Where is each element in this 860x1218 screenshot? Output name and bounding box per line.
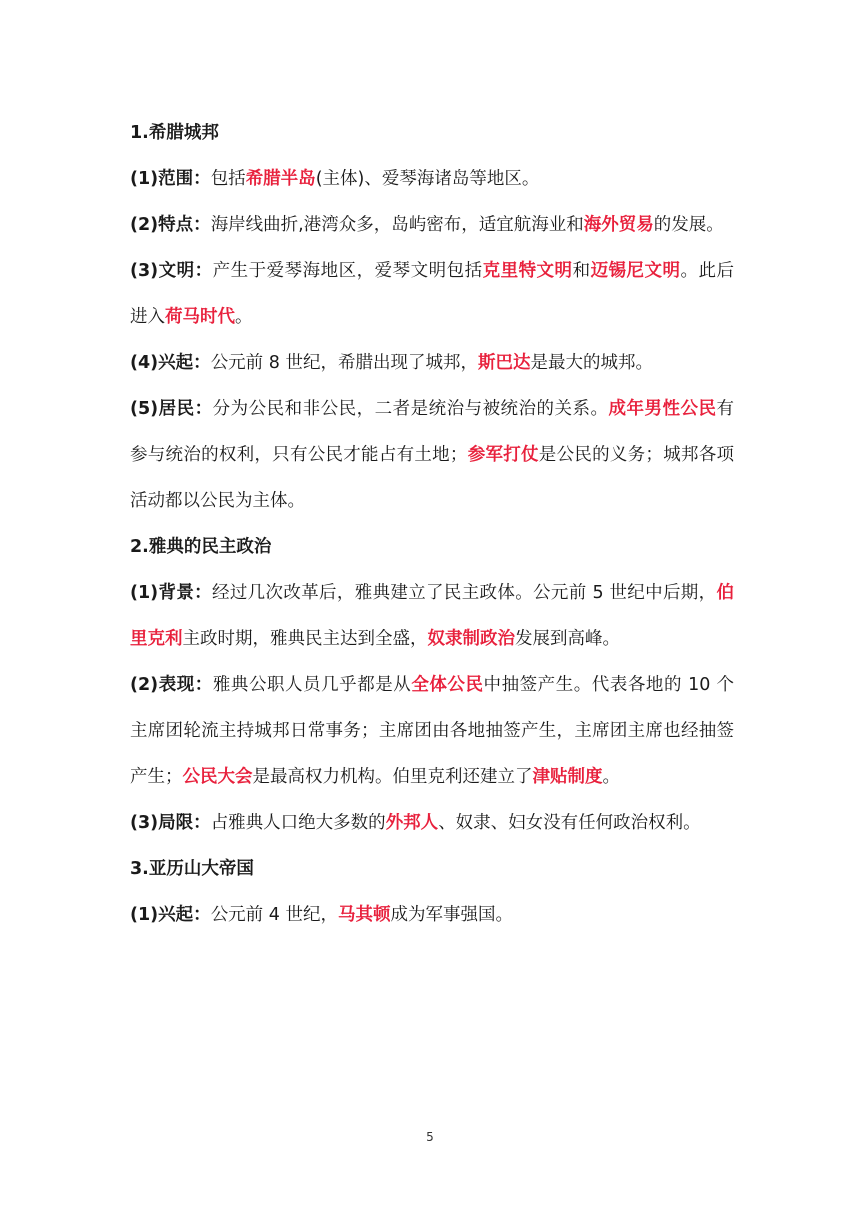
highlighted-term: 希腊半岛 bbox=[245, 169, 316, 189]
body-text: 包括 bbox=[210, 169, 246, 189]
item-label: (5)居民： bbox=[130, 399, 213, 419]
highlighted-term: 参军打仗 bbox=[467, 445, 539, 465]
body-text: 中抽签产生。代表各地的 10 个主席团轮流主持城邦日常事务；主席团由各地抽签产生，主席团主席也经抽签产生； bbox=[130, 675, 734, 787]
body-text: 分为公民和非公民，二者是统治与被统治的关系。 bbox=[212, 399, 609, 419]
body-text: 经过几次改革后，雅典建立了民主政体。公元前 5 世纪中后期， bbox=[212, 583, 717, 603]
body-text: 、奴隶、妇女没有任何政治权利。 bbox=[438, 813, 701, 833]
section-heading: 1.希腊城邦 bbox=[130, 123, 219, 143]
item-label: (1)背景： bbox=[130, 583, 213, 603]
paragraph bbox=[130, 800, 734, 846]
highlighted-term: 荷马时代 bbox=[165, 307, 235, 327]
item-label: (2)特点： bbox=[130, 215, 211, 235]
item-label: (3)局限： bbox=[130, 813, 211, 833]
body-text: 是最高权力机构。伯里克利还建立了 bbox=[252, 767, 533, 787]
body-text: 成为军事强国。 bbox=[390, 905, 513, 925]
highlighted-term: 津贴制度 bbox=[532, 767, 603, 787]
paragraph bbox=[130, 570, 734, 662]
highlighted-term: 公民大会 bbox=[182, 767, 253, 787]
paragraph bbox=[130, 662, 734, 800]
item-label: (1)范围： bbox=[130, 169, 211, 189]
body-text: 。 bbox=[235, 307, 253, 327]
paragraph bbox=[130, 386, 734, 524]
body-text: 有参与统治的权利，只有公民才能占有土地； bbox=[130, 399, 734, 465]
body-text: 发展到高峰。 bbox=[515, 629, 620, 649]
body-text: 。 bbox=[602, 767, 620, 787]
section-heading: 3.亚历山大帝国 bbox=[130, 859, 254, 879]
body-text: 是公民的义务；城邦各项活动都以公民为主体。 bbox=[130, 445, 735, 511]
body-text: 。此后进入 bbox=[130, 261, 735, 327]
item-label: (4)兴起： bbox=[130, 353, 211, 373]
document-body bbox=[130, 110, 734, 938]
paragraph bbox=[130, 202, 734, 248]
body-text: 雅典公职人员几乎都是从 bbox=[212, 675, 412, 695]
body-text: 海岸线曲折,港湾众多，岛屿密布，适宜航海业和 bbox=[210, 215, 584, 235]
item-label: (3)文明： bbox=[130, 261, 213, 281]
paragraph bbox=[130, 156, 734, 202]
highlighted-term: 迈锡尼文明 bbox=[590, 261, 681, 281]
body-text: 的发展。 bbox=[653, 215, 724, 235]
body-text: 和 bbox=[572, 261, 591, 281]
item-label: (1)兴起： bbox=[130, 905, 211, 925]
item-label: (2)表现： bbox=[130, 675, 213, 695]
highlighted-term: 全体公民 bbox=[411, 675, 484, 695]
page-number: 5 bbox=[426, 1130, 434, 1144]
paragraph bbox=[130, 892, 734, 938]
body-text: (主体)、爱琴海诸岛等地区。 bbox=[315, 169, 540, 189]
body-text: 产生于爱琴海地区，爱琴文明包括 bbox=[212, 261, 483, 281]
body-text: 占雅典人口绝大多数的 bbox=[210, 813, 386, 833]
body-text: 公元前 4 世纪， bbox=[210, 905, 338, 925]
highlighted-term: 克里特文明 bbox=[482, 261, 573, 281]
highlighted-term: 外邦人 bbox=[385, 813, 439, 833]
highlighted-term: 海外贸易 bbox=[583, 215, 654, 235]
body-text: 主政时期，雅典民主达到全盛， bbox=[182, 629, 428, 649]
section-heading: 2.雅典的民主政治 bbox=[130, 537, 272, 557]
body-text: 公元前 8 世纪，希腊出现了城邦， bbox=[210, 353, 478, 373]
highlighted-term: 伯里克利 bbox=[130, 583, 734, 649]
highlighted-term: 奴隶制政治 bbox=[427, 629, 515, 649]
body-text: 是最大的城邦。 bbox=[530, 353, 653, 373]
highlighted-term: 马其顿 bbox=[337, 905, 391, 925]
paragraph bbox=[130, 248, 734, 340]
highlighted-term: 成年男性公民 bbox=[608, 399, 717, 419]
highlighted-term: 斯巴达 bbox=[477, 353, 531, 373]
paragraph bbox=[130, 340, 734, 386]
